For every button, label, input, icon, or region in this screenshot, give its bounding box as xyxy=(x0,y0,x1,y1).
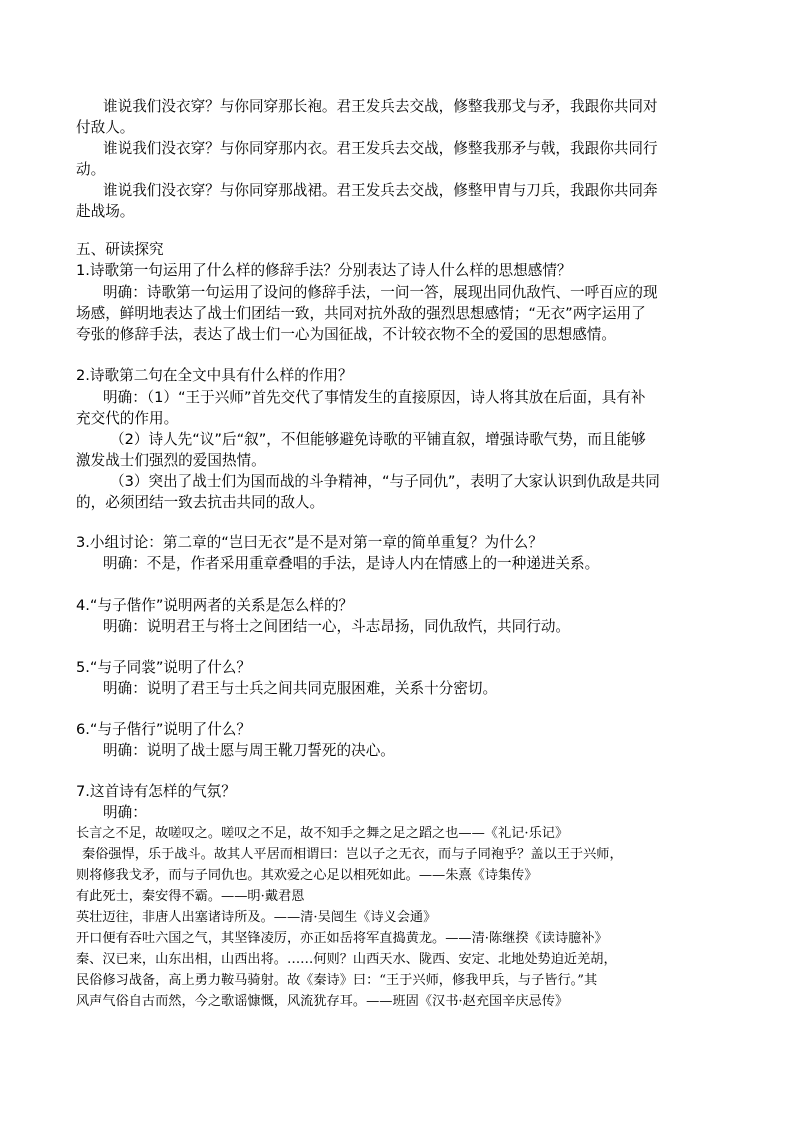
answer-1-line: 明确：诗歌第一句运用了设问的修辞手法，一问一答，展现出同仇敌忾、一呼百应的现 xyxy=(103,284,658,301)
answer-2-line: 充交代的作用。 xyxy=(76,410,179,427)
quote-line: 有此死士，秦安得不霸。——明·戴君恩 xyxy=(76,889,305,904)
answer-2-line: 的，必须团结一致去抗击共同的敌人。 xyxy=(76,494,325,511)
answer-7-label: 明确： xyxy=(103,804,147,821)
translation-line: 谁说我们没衣穿？与你同穿那长袍。君王发兵去交战，修整我那戈与矛，我跟你共同对 xyxy=(103,98,658,115)
question-3: 3.小组讨论：第二章的“岂曰无衣”是不是对第一章的简单重复？为什么？ xyxy=(76,534,543,551)
question-6: 6.“与子偕行”说明了什么？ xyxy=(76,721,251,738)
question-5: 5.“与子同裳”说明了什么？ xyxy=(76,659,251,676)
answer-4: 明确：说明君王与将士之间团结一心，斗志昂扬，同仇敌忾，共同行动。 xyxy=(103,618,571,635)
translation-line: 赴战场。 xyxy=(76,203,135,220)
answer-2-line: 明确：（1）“王于兴师”首先交代了事情发生的直接原因，诗人将其放在后面，具有补 xyxy=(103,389,646,406)
quote-line: 秦、汉已来，山东出相，山西出将。……何则？山西天水、陇西、安定、北地处势迫近羌胡， xyxy=(76,952,617,967)
answer-2-line: 激发战士们强烈的爱国热情。 xyxy=(76,452,266,469)
quote-line: 长言之不足，故嗟叹之。嗟叹之不足，故不知手之舞之足之蹈之也——《礼记·乐记》 xyxy=(76,826,569,841)
question-7: 7.这首诗有怎样的气氛？ xyxy=(76,783,236,800)
answer-2-line: （2）诗人先“议”后“叙”，不但能够避免诗歌的平铺直叙，增强诗歌气势，而且能够 xyxy=(110,431,646,448)
section-title: 五、研读探究 xyxy=(76,241,164,258)
answer-2-line: （3）突出了战士们为国而战的斗争精神，“与子同仇”，表明了大家认识到仇敌是共同 xyxy=(110,473,660,490)
question-4: 4.“与子偕作”说明两者的关系是怎么样的？ xyxy=(76,597,354,614)
quote-line: 则将修我戈矛，而与子同仇也。其欢爱之心足以相死如此。——朱熹《诗集传》 xyxy=(76,868,538,883)
translation-line: 动。 xyxy=(76,161,106,178)
quote-line: 开口便有吞吐六国之气，其坚锋凌厉，亦正如岳将军直捣黄龙。——清·陈继揆《读诗臆补》 xyxy=(76,931,608,946)
answer-5: 明确：说明了君王与士兵之间共同克服困难，关系十分密切。 xyxy=(103,680,498,697)
question-2: 2.诗歌第二句在全文中具有什么样的作用？ xyxy=(76,367,353,384)
quote-line: 民俗修习战备，高上勇力鞍马骑射。故《秦诗》曰：“王于兴师，修我甲兵，与子皆行。”其 xyxy=(76,973,598,988)
translation-line: 谁说我们没衣穿？与你同穿那战裙。君王发兵去交战，修整甲胄与刀兵，我跟你共同奔 xyxy=(103,182,658,199)
answer-6: 明确：说明了战士愿与周王靴刀誓死的决心。 xyxy=(103,742,395,759)
quote-line: 英壮迈往，非唐人出塞诸诗所及。——清·吴闿生《诗义会通》 xyxy=(76,910,437,925)
question-1: 1.诗歌第一句运用了什么样的修辞手法？分别表达了诗人什么样的思想感情？ xyxy=(76,262,572,279)
answer-1-line: 夸张的修辞手法，表达了战士们一心为国征战，不计较衣物不全的爱国的思想感情。 xyxy=(76,326,616,343)
translation-line: 付敌人。 xyxy=(76,119,135,136)
quote-line: 风声气俗自古而然，今之歌谣慷慨，风流犹存耳。——班固《汉书·赵充国辛庆忌传》 xyxy=(76,994,569,1009)
translation-line: 谁说我们没衣穿？与你同穿那内衣。君王发兵去交战，修整我那矛与戟，我跟你共同行 xyxy=(103,140,658,157)
quote-line: 秦俗强悍，乐于战斗。故其人平居而相谓曰：岂以子之无衣，而与子同袍乎？盖以王于兴师， xyxy=(82,847,623,862)
answer-1-line: 场感，鲜明地表达了战士们团结一致，共同对抗外敌的强烈思想感情；“无衣”两字运用了 xyxy=(76,305,646,322)
answer-3: 明确：不是，作者采用重章叠唱的手法，是诗人内在情感上的一种递进关系。 xyxy=(103,555,600,572)
